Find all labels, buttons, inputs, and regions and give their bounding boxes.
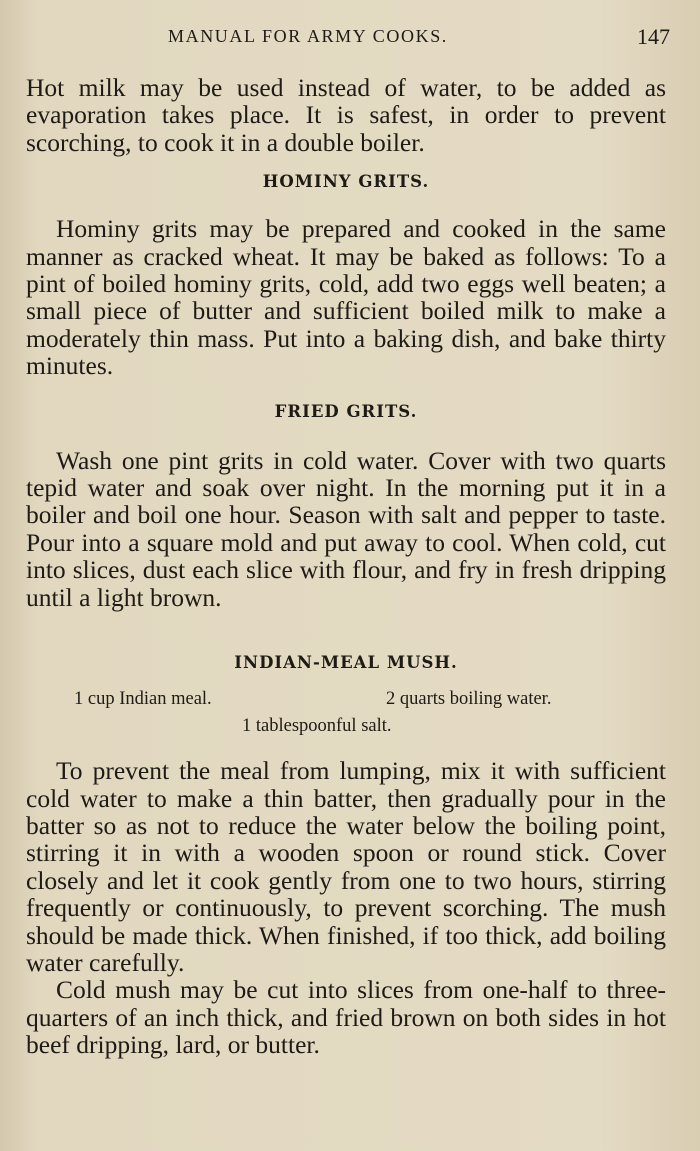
page-content <box>26 74 666 1059</box>
ingredient-item: 1 tablespoonful salt. <box>242 716 392 737</box>
hominy-grits-paragraph: Hominy grits may be prepared and cooked in the same manner as cracked wheat. It may be baked as follows: To a pint of boiled hominy grits, cold, add two eggs well beaten; a small piece of butter and sufficient boiled milk to make a moderately thin mass. Put into a baking dish, and bake thirty minutes. <box>26 214 666 381</box>
hominy-grits-heading: HOMINY GRITS. <box>262 172 430 192</box>
intro-paragraph: Hot milk may be used instead of water, to be added as evaporation takes place. It is safest, in order to prevent scorching, to cook it in a double boiler. <box>26 73 666 157</box>
indian-meal-mush-heading: INDIAN-MEAL MUSH. <box>234 653 458 673</box>
running-head <box>0 24 700 52</box>
ingredient-item: 1 cup Indian meal. <box>74 689 212 710</box>
ingredient-item: 2 quarts boiling water. <box>386 689 552 710</box>
fried-grits-heading: FRIED GRITS. <box>274 401 418 421</box>
running-title: MANUAL FOR ARMY COOKS. <box>168 26 448 46</box>
cold-mush-paragraph: Cold mush may be cut into slices from one-half to three-quarters of an inch thick, and fried brown on both sides in hot beef dripping, lard, or butter. <box>26 975 666 1060</box>
ingredient-list <box>26 689 666 745</box>
fried-grits-paragraph: Wash one pint grits in cold water. Cover with two quarts tepid water and soak over night. In the morning put it in a boiler and boil one hour. Season with salt and pepper to taste. Pour into a square mold and put away to cool. When cold, cut into slices, dust each slice with flour, and fry in fresh dripping until a light brown. <box>26 445 666 612</box>
mush-method-paragraph: To prevent the meal from lumping, mix it with sufficient cold water to make a thin batter, then gradually pour in the batter so as not to reduce the water below the boiling point, stirring it in with a wooden spoon or round stick. Cover closely and let it cook gently from one to two hours, stirring frequently or continuously, to prevent scorching. The mush should be made thick. When finished, if too thick, add boiling water carefully. <box>26 756 666 977</box>
page-number: 147 <box>637 24 670 49</box>
